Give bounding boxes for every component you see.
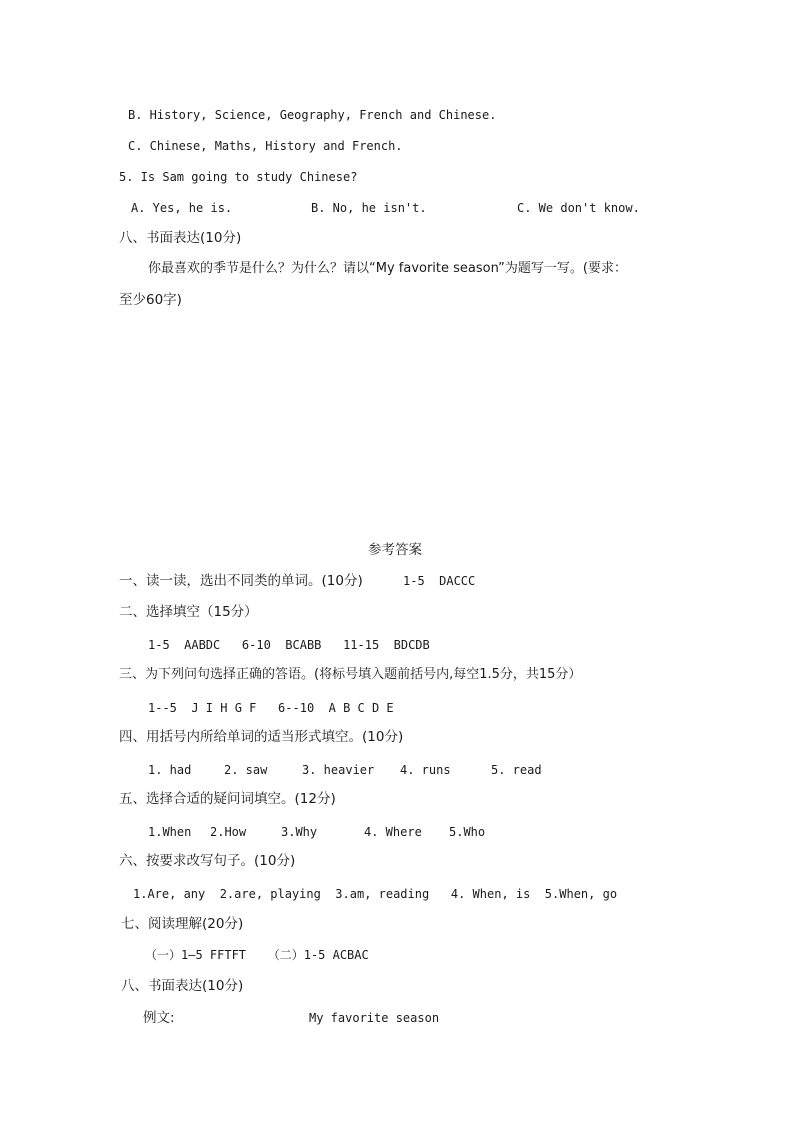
- s4-answer-1: 1. had: [148, 763, 192, 777]
- question-5: 5. Is Sam going to study Chinese?: [119, 170, 358, 184]
- s4-heading: 四、用括号内所给单词的适当形式填空。(10分): [119, 729, 404, 745]
- s7-heading: 七、阅读理解(20分): [121, 916, 244, 932]
- writing-prompt-line1: 你最喜欢的季节是什么？为什么？请以“My favorite season”为题写一写。(要求：: [148, 261, 627, 276]
- writing-prompt-line2: 至少60字): [119, 292, 182, 308]
- answers-title: 参考答案: [368, 542, 422, 558]
- s8-example-title: My favorite season: [309, 1011, 440, 1025]
- s5-answer-3: 3.Why: [281, 825, 318, 839]
- s5-answer-2: 2.How: [210, 825, 247, 839]
- s6-answer: 1.Are, any 2.are, playing 3.am, reading 4. When, is 5.When, go: [133, 887, 618, 901]
- s4-answer-3: 3. heavier: [302, 763, 375, 777]
- s4-answer-2: 2. saw: [224, 763, 268, 777]
- s5-answer-1: 1.When: [148, 825, 192, 839]
- s1-heading: 一、读一读，选出不同类的单词。(10分): [119, 573, 363, 589]
- s3-heading: 三、为下列问句选择正确的答语。(将标号填入题前括号内,每空1.5分，共15分）: [119, 667, 582, 682]
- q5-choice-c: C. We don't know.: [517, 201, 640, 215]
- writing-heading: 八、书面表达(10分): [119, 230, 242, 246]
- q5-choice-a: A. Yes, he is.: [131, 201, 233, 215]
- s6-heading: 六、按要求改写句子。(10分): [119, 853, 296, 869]
- option-c: C. Chinese, Maths, History and French.: [128, 139, 403, 153]
- s5-answer-5: 5.Who: [449, 825, 486, 839]
- s1-answer: 1-5 DACCC: [403, 574, 476, 588]
- q5-choice-b: B. No, he isn't.: [311, 201, 427, 215]
- s7-answer: （一）1—5 FFTFT （二）1-5 ACBAC: [145, 948, 369, 962]
- s4-answer-4: 4. runs: [400, 763, 451, 777]
- s8-heading: 八、书面表达(10分): [121, 978, 244, 994]
- s5-heading: 五、选择合适的疑问词填空。(12分): [119, 791, 336, 807]
- s2-heading: 二、选择填空（15分）: [119, 604, 258, 620]
- s8-example-label: 例文:: [143, 1010, 175, 1026]
- s3-answer: 1--5 J I H G F 6--10 A B C D E: [148, 701, 394, 715]
- s2-answer: 1-5 AABDC 6-10 BCABB 11-15 BDCDB: [148, 638, 430, 652]
- option-b: B. History, Science, Geography, French and Chinese.: [128, 108, 497, 122]
- s4-answer-5: 5. read: [491, 763, 542, 777]
- s5-answer-4: 4. Where: [364, 825, 422, 839]
